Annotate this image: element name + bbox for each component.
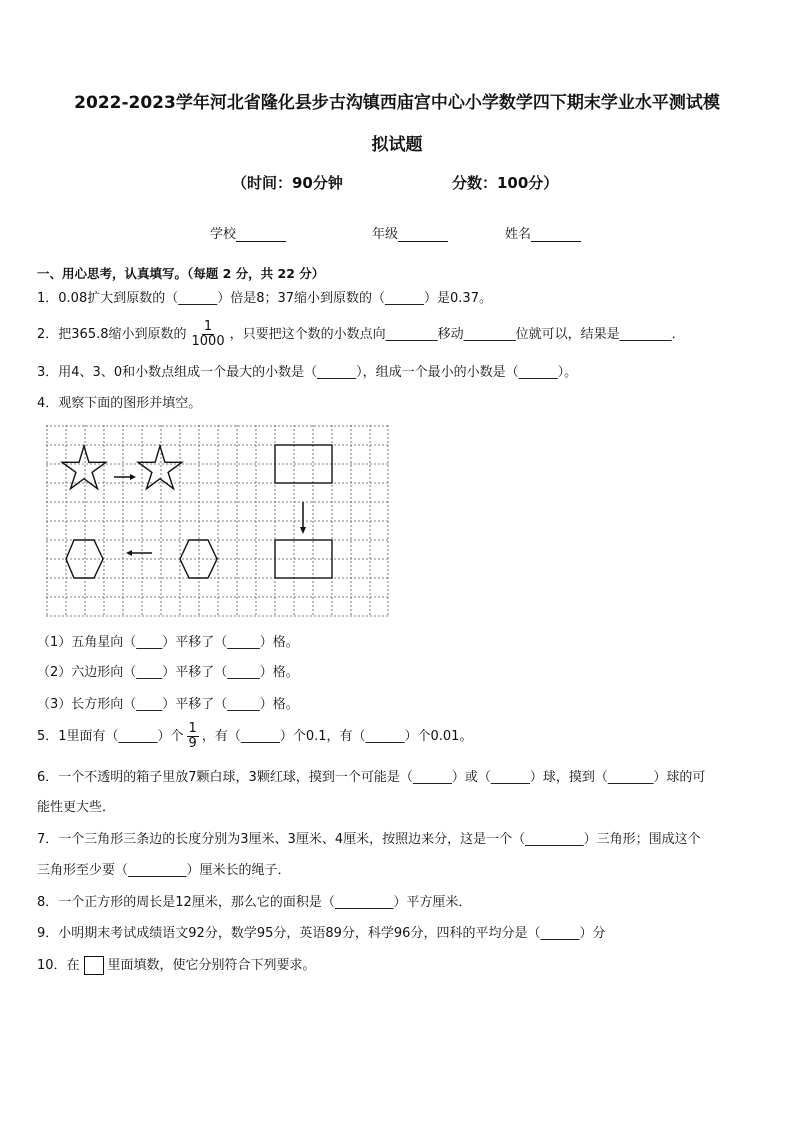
question-7-line-1: 7．一个三角形三条边的长度分别为3厘米、3厘米、4厘米，按照边来分，这是一个（_________）三角形；围成这个	[37, 832, 701, 847]
fraction-numerator: 1	[203, 319, 213, 334]
school-label: 学校	[210, 227, 237, 242]
grade-blank[interactable]	[398, 227, 448, 242]
question-9: 9．小明期末考试成绩语文92分，数学95分，英语89分，科学96分，四科的平均分是（______）分	[37, 926, 606, 941]
fraction-1-9	[187, 722, 199, 751]
fraction-denominator: 1000	[191, 334, 225, 349]
question-10-suffix: 里面填数，使它分别符合下列要求。	[107, 957, 316, 973]
school-field[interactable]	[210, 223, 286, 242]
section-heading: 一、用心思考，认真填写。（每题 2 分，共 22 分）	[37, 266, 325, 281]
school-blank[interactable]	[236, 227, 286, 242]
name-field[interactable]	[505, 223, 581, 242]
question-5-prefix: 5．1里面有（______）个	[37, 728, 184, 744]
page-title-continued: 拟试题	[371, 135, 423, 155]
question-5-suffix: ，有（______）个0.1，有（______）个0.01。	[201, 728, 473, 744]
question-4-part-1: （1）五角星向（____）平移了（_____）格。	[37, 635, 299, 650]
page-title: 2022-2023学年河北省隆化县步古沟镇西庙宫中心小学数学四下期末学业水平测试模	[74, 93, 720, 113]
left-arrow-icon	[126, 550, 132, 556]
question-10	[37, 956, 316, 975]
grade-label: 年级	[372, 227, 399, 242]
question-1: 1．0.08扩大到原数的（______）倍是8；37缩小到原数的（______）是0.37。	[37, 291, 492, 306]
question-8: 8．一个正方形的周长是12厘米，那么它的面积是（_________）平方厘米．	[37, 895, 472, 910]
question-6-line-2: 能性更大些．	[37, 800, 116, 815]
question-4-part-3: （3）长方形向（____）平移了（_____）格。	[37, 697, 299, 712]
question-7-line-2: 三角形至少要（_________）厘米长的绳子．	[37, 863, 291, 878]
translation-grid-figure	[46, 425, 390, 618]
grade-field[interactable]	[372, 223, 448, 242]
name-blank[interactable]	[531, 227, 581, 242]
question-2	[37, 320, 685, 349]
question-6-line-1: 6．一个不透明的箱子里放7颗白球，3颗红球，摸到一个可能是（______）或（______）球，摸到（_______）球的可	[37, 770, 706, 785]
question-10-prefix: 10．在	[37, 957, 80, 973]
question-3: 3．用4、3、0和小数点组成一个最大的小数是（______），组成一个最小的小数是（______）。	[37, 365, 578, 380]
question-4-part-2: （2）六边形向（____）平移了（_____）格。	[37, 665, 299, 680]
question-4: 4．观察下面的图形并填空。	[37, 396, 202, 411]
question-5	[37, 722, 472, 751]
fraction-denominator: 9	[188, 736, 197, 751]
fraction-numerator: 1	[188, 721, 197, 736]
score-label: 分数：100分）	[452, 174, 559, 192]
down-arrow-icon	[300, 527, 306, 534]
time-label: （时间：90分钟	[232, 174, 343, 192]
star-moved-shape	[138, 446, 182, 489]
question-2-prefix: 2．把365.8缩小到原数的	[37, 326, 187, 342]
question-2-suffix: ，只要把这个数的小数点向________移动________位就可以，结果是________．	[229, 326, 685, 342]
name-label: 姓名	[505, 227, 532, 242]
grid-lines	[46, 425, 388, 617]
right-arrow-icon	[130, 474, 136, 480]
answer-box[interactable]	[84, 956, 104, 975]
fraction-1-1000	[190, 320, 227, 349]
star-original-shape	[62, 446, 106, 489]
